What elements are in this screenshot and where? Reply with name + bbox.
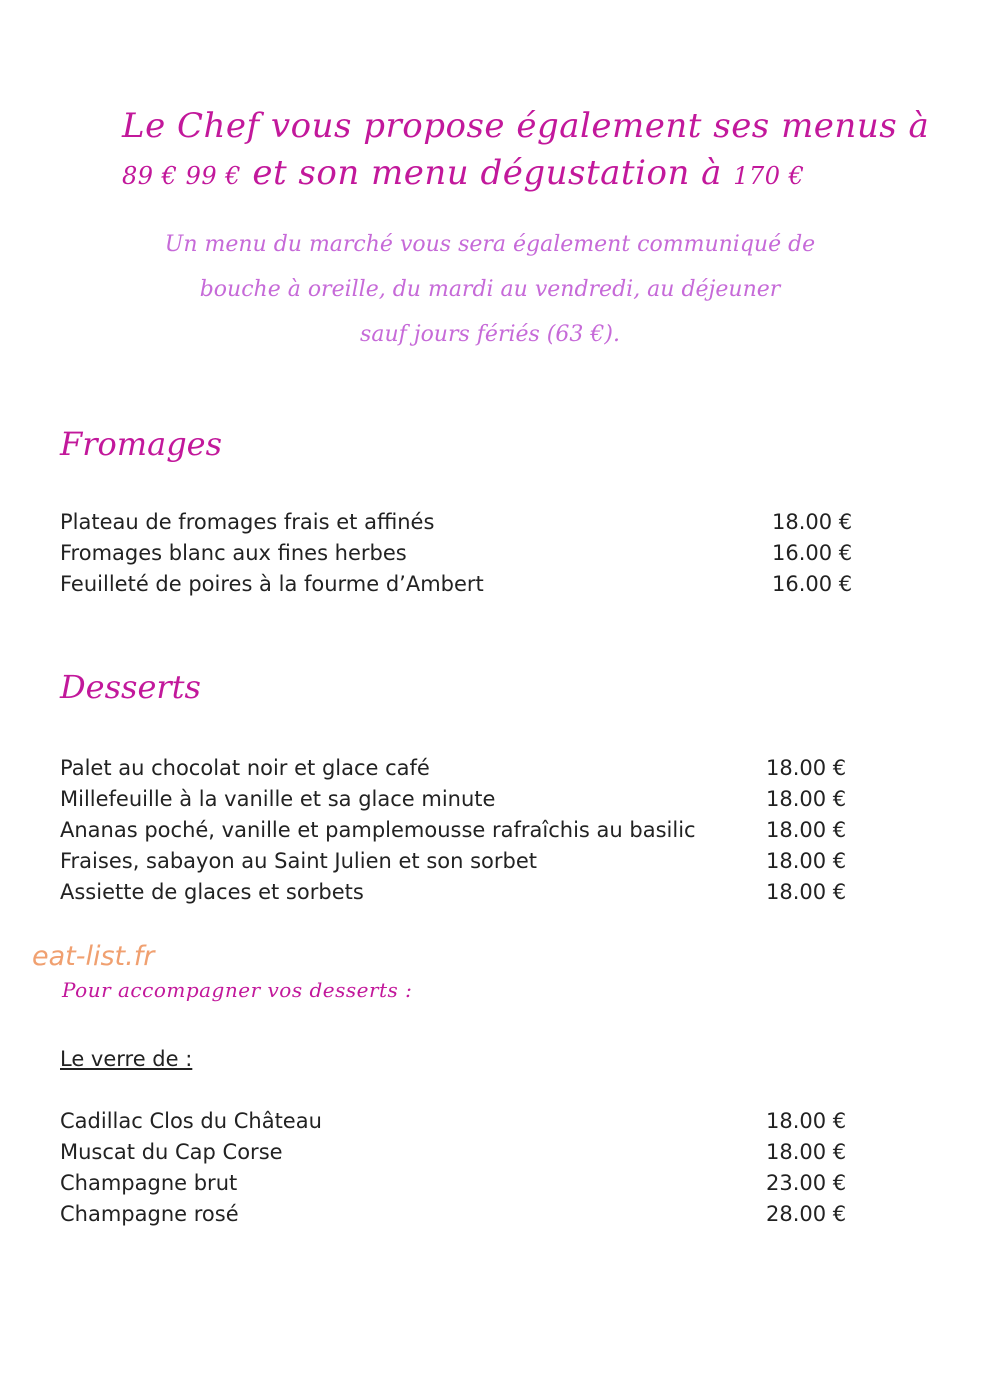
market-menu-line-1: Un menu du marché vous sera également communiqué de xyxy=(164,232,816,257)
item-name: Feuilleté de poires à la fourme d’Ambert xyxy=(60,572,484,596)
item-name: Champagne rosé xyxy=(60,1202,239,1226)
item-name: Fraises, sabayon au Saint Julien et son sorbet xyxy=(60,849,538,873)
item-name: Plateau de fromages frais et affinés xyxy=(60,510,435,534)
menu-prices: 89 € 99 € xyxy=(122,162,242,190)
tasting-menu-text: et son menu dégustation à xyxy=(241,153,734,193)
section-title-desserts: Desserts xyxy=(60,668,201,706)
item-price: 23.00 € xyxy=(766,1171,847,1195)
chef-menu-announcement: Le Chef vous propose également ses menus à xyxy=(122,106,930,146)
item-name: Muscat du Cap Corse xyxy=(60,1140,283,1164)
chef-menu-prices xyxy=(122,153,804,193)
market-menu-line-2: bouche à oreille, du mardi au vendredi, au déjeuner xyxy=(199,277,781,302)
item-price: 18.00 € xyxy=(766,880,847,904)
watermark: eat-list.fr xyxy=(32,941,155,972)
section-title-fromages: Fromages xyxy=(60,425,223,463)
item-name: Fromages blanc aux fines herbes xyxy=(60,541,407,565)
item-name: Cadillac Clos du Château xyxy=(60,1109,322,1133)
item-name: Ananas poché, vanille et pamplemousse rafraîchis au basilic xyxy=(60,818,696,842)
item-price: 18.00 € xyxy=(766,787,847,811)
item-price: 18.00 € xyxy=(766,1109,847,1133)
item-price: 18.00 € xyxy=(772,510,853,534)
item-price: 18.00 € xyxy=(766,849,847,873)
market-menu-line-3: sauf jours fériés (63 €). xyxy=(360,322,620,347)
accompany-desserts-heading: Pour accompagner vos desserts : xyxy=(62,978,413,1002)
item-price: 16.00 € xyxy=(772,572,853,596)
item-name: Champagne brut xyxy=(60,1171,238,1195)
item-price: 18.00 € xyxy=(766,756,847,780)
item-name: Palet au chocolat noir et glace café xyxy=(60,756,430,780)
item-price: 16.00 € xyxy=(772,541,853,565)
market-menu-note xyxy=(40,222,940,357)
item-price: 28.00 € xyxy=(766,1202,847,1226)
item-price: 18.00 € xyxy=(766,818,847,842)
item-name: Assiette de glaces et sorbets xyxy=(60,880,364,904)
by-the-glass-heading: Le verre de : xyxy=(60,1047,193,1071)
item-name: Millefeuille à la vanille et sa glace minute xyxy=(60,787,496,811)
tasting-menu-price: 170 € xyxy=(733,162,805,190)
item-price: 18.00 € xyxy=(766,1140,847,1164)
